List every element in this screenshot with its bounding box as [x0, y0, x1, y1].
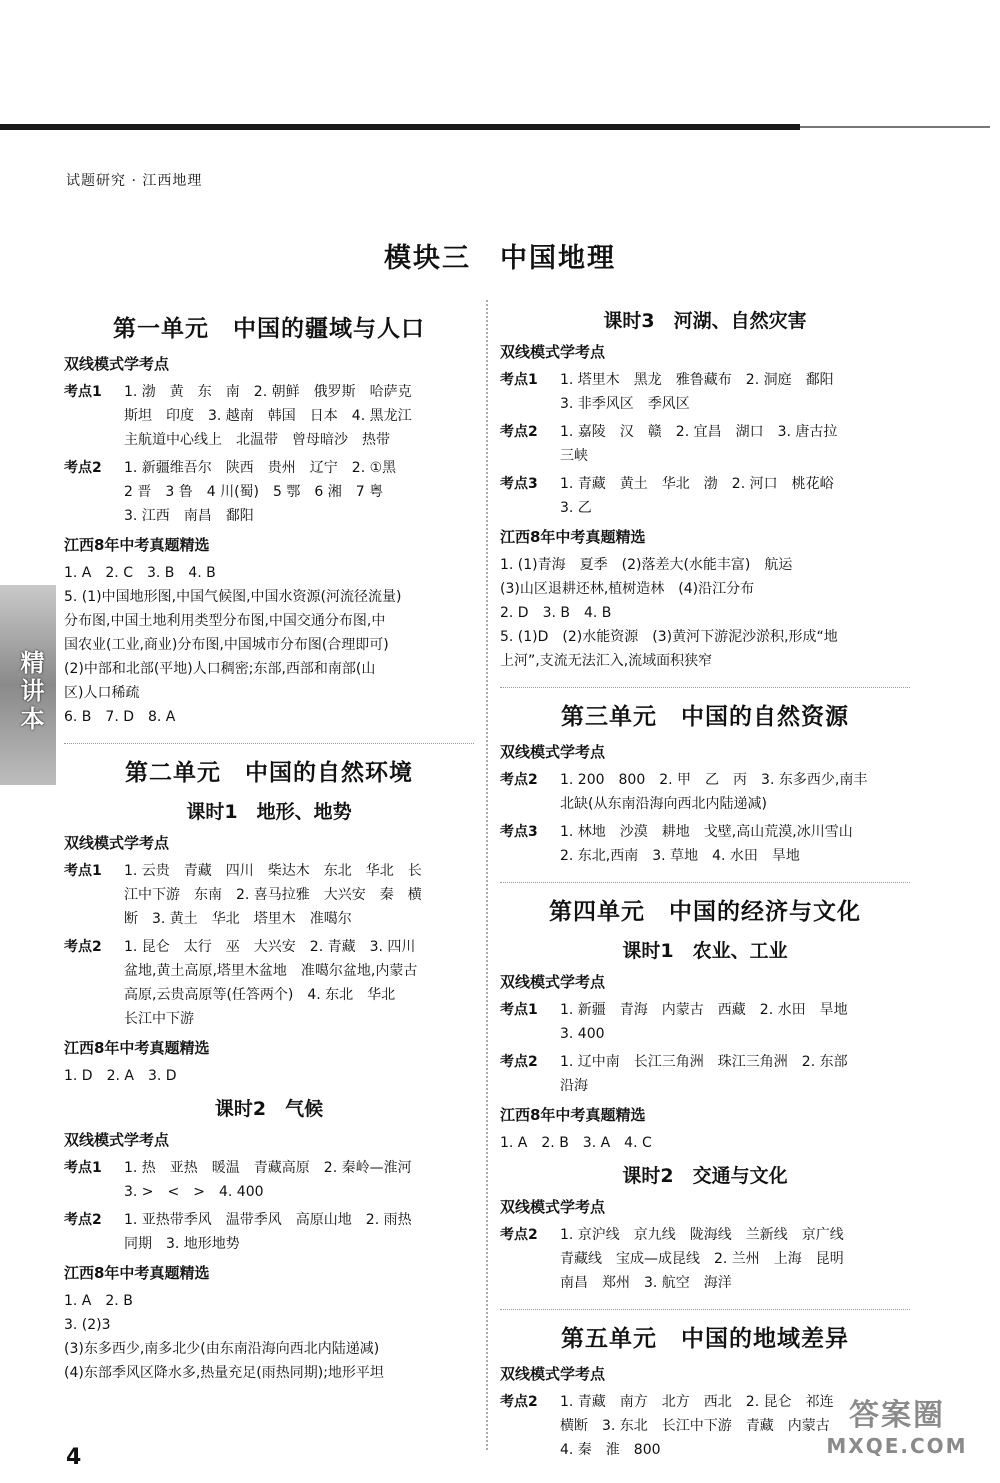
running-header: 试题研究 · 江西地理	[66, 173, 203, 189]
answer-line: 分布图,中国土地利用类型分布图,中国交通分布图,中	[64, 613, 386, 629]
lesson3-kd2	[500, 420, 910, 468]
answer-line: (2)中部和北部(平地)人口稠密;东部,西部和南部(山	[64, 661, 376, 677]
kd-line: 1. 嘉陵 汉 赣 2. 宜昌 湖口 3. 唐古拉	[560, 424, 838, 440]
unit2-kd1	[64, 859, 474, 931]
kd-line: 1. 林地 沙漠 耕地 戈壁,高山荒漠,冰川雪山	[560, 824, 853, 840]
watermark-en: MXQE.COM	[826, 1434, 968, 1458]
unit4-kd1	[500, 998, 910, 1046]
unit2-sec4: 江西8年中考真题精选	[64, 1264, 210, 1282]
kd-label: 考点2	[500, 772, 538, 788]
left-column	[64, 300, 474, 1389]
unit4-kd2	[500, 1050, 910, 1098]
answer-line: 6. B 7. D 8. A	[64, 709, 176, 725]
kd-label: 考点1	[500, 372, 538, 388]
kd-line: 1. 热 亚热 暖温 青藏高原 2. 秦岭—淮河	[124, 1160, 412, 1176]
page-number: 4	[66, 1445, 82, 1470]
kd-line: 北缺(从东南沿海向西北内陆递减)	[560, 796, 767, 812]
separator	[64, 743, 474, 744]
unit3-title: 第三单元 中国的自然资源	[561, 704, 849, 730]
kd-line: 盆地,黄土高原,塔里木盆地 准噶尔盆地,内蒙古	[124, 963, 418, 979]
kd-label: 考点3	[500, 476, 538, 492]
kd-label: 考点3	[500, 824, 538, 840]
unit4-ans: 1. A 2. B 3. A 4. C	[500, 1135, 652, 1151]
kd-line: 主航道中心线上 北温带 曾母暗沙 热带	[124, 432, 390, 448]
answer-line: (3)山区退耕还林,植树造林 (4)沿江分布	[500, 581, 755, 597]
kd-line: 同期 3. 地形地势	[124, 1236, 240, 1252]
unit4-title: 第四单元 中国的经济与文化	[549, 899, 861, 925]
unit1-kd2	[64, 456, 474, 528]
kd-line: 高原,云贵高原等(任答两个) 4. 东北 华北	[124, 987, 396, 1003]
kd-line: 3. 400	[560, 1026, 605, 1042]
separator	[500, 1309, 910, 1310]
lesson3-kd3	[500, 472, 910, 520]
kd-line: 2. 东北,西南 3. 草地 4. 水田 旱地	[560, 848, 800, 864]
kd-line: 斯坦 印度 3. 越南 韩国 日本 4. 黑龙江	[124, 408, 412, 424]
kd-line: 3. 非季风区 季风区	[560, 396, 690, 412]
unit3-kd2	[500, 820, 910, 868]
kd-line: 1. 青藏 黄土 华北 渤 2. 河口 桃花峪	[560, 476, 834, 492]
kd-label: 考点2	[64, 939, 102, 955]
unit3-kd1	[500, 768, 910, 816]
answer-line: 区)人口稀疏	[64, 685, 140, 701]
unit1-sec1: 双线模式学考点	[64, 355, 170, 373]
top-rule	[0, 124, 800, 130]
unit2-title: 第二单元 中国的自然环境	[125, 760, 413, 786]
unit4-lesson1: 课时1 农业、工业	[622, 940, 788, 962]
right-column	[500, 300, 910, 1466]
kd-line: 断 3. 黄土 华北 塔里木 准噶尔	[124, 911, 352, 927]
kd-line: 三峡	[560, 448, 588, 464]
kd-label: 考点2	[64, 460, 102, 476]
watermark-cn: 答案圈	[849, 1398, 945, 1433]
watermark-logo	[812, 1390, 982, 1470]
kd-line: 2 晋 3 鲁 4 川(蜀) 5 鄂 6 湘 7 粤	[124, 484, 384, 500]
answer-line: 5. (1)中国地形图,中国气候图,中国水资源(河流径流量)	[64, 589, 402, 605]
kd-line: 1. 塔里木 黑龙 雅鲁藏布 2. 洞庭 鄱阳	[560, 372, 834, 388]
unit5-sec1: 双线模式学考点	[500, 1365, 606, 1383]
side-tab	[0, 585, 56, 785]
lesson3-title: 课时3 河湖、自然灾害	[603, 310, 807, 332]
kd-line: 江中下游 东南 2. 喜马拉雅 大兴安 秦 横	[124, 887, 422, 903]
kd-line: 1. 辽中南 长江三角洲 珠江三角洲 2. 东部	[560, 1054, 848, 1070]
unit4-kd3	[500, 1223, 910, 1295]
answer-line: 3. (2)3	[64, 1317, 111, 1333]
column-divider	[486, 300, 488, 1450]
kd-line: 1. 新疆维吾尔 陕西 贵州 辽宁 2. ①黑	[124, 460, 397, 476]
unit2-sec3: 双线模式学考点	[64, 1131, 170, 1149]
kd-label: 考点2	[500, 1394, 538, 1410]
module-title: 模块三 中国地理	[384, 243, 616, 274]
kd-line: 3. > < > 4. 400	[124, 1184, 264, 1200]
separator	[500, 687, 910, 688]
unit1-title: 第一单元 中国的疆域与人口	[113, 316, 425, 342]
kd-line: 长江中下游	[124, 1011, 194, 1027]
unit1-sec2: 江西8年中考真题精选	[64, 536, 210, 554]
answer-line: 1. A 2. B	[64, 1293, 133, 1309]
answer-line: 上河”,支流无法汇入,流域面积狭窄	[500, 653, 713, 669]
kd-label: 考点1	[64, 1160, 102, 1176]
unit1-answers	[64, 561, 474, 729]
kd-line: 1. 新疆 青海 内蒙古 西藏 2. 水田 旱地	[560, 1002, 848, 1018]
kd-line: 1. 青藏 南方 北方 西北 2. 昆仑 祁连	[560, 1394, 834, 1410]
kd-line: 1. 渤 黄 东 南 2. 朝鲜 俄罗斯 哈萨克	[124, 384, 412, 400]
unit4-lesson2: 课时2 交通与文化	[622, 1165, 788, 1187]
kd-label: 考点2	[500, 1227, 538, 1243]
unit3-sec1: 双线模式学考点	[500, 743, 606, 761]
lesson3-sec1: 双线模式学考点	[500, 343, 606, 361]
unit2-sec2: 江西8年中考真题精选	[64, 1039, 210, 1057]
unit1-kd1	[64, 380, 474, 452]
kd-label: 考点1	[64, 384, 102, 400]
kd-line: 4. 秦 淮 800	[560, 1442, 661, 1458]
kd-line: 1. 云贵 青藏 四川 柴达木 东北 华北 长	[124, 863, 422, 879]
lesson3-answers	[500, 553, 910, 673]
kd-label: 考点2	[500, 1054, 538, 1070]
kd-line: 1. 亚热带季风 温带季风 高原山地 2. 雨热	[124, 1212, 412, 1228]
answer-line: 1. (1)青海 夏季 (2)落差大(水能丰富) 航运	[500, 557, 793, 573]
answer-line: 1. A 2. C 3. B 4. B	[64, 565, 216, 581]
unit5-title: 第五单元 中国的地域差异	[561, 1326, 849, 1352]
kd-line: 3. 乙	[560, 500, 592, 516]
answer-line: 2. D 3. B 4. B	[500, 605, 612, 621]
unit2-lesson1: 课时1 地形、地势	[186, 801, 352, 823]
answer-line: (4)东部季风区降水多,热量充足(雨热同期);地形平坦	[64, 1365, 384, 1381]
kd-line: 1. 昆仑 太行 巫 大兴安 2. 青藏 3. 四川	[124, 939, 416, 955]
unit2-ans2	[64, 1289, 474, 1385]
kd-label: 考点1	[64, 863, 102, 879]
unit2-kd4	[64, 1208, 474, 1256]
unit2-sec1: 双线模式学考点	[64, 834, 170, 852]
kd-line: 1. 京沪线 京九线 陇海线 兰新线 京广线	[560, 1227, 844, 1243]
kd-label: 考点1	[500, 1002, 538, 1018]
unit2-kd3	[64, 1156, 474, 1204]
unit2-lesson2: 课时2 气候	[214, 1098, 324, 1120]
kd-label: 考点2	[500, 424, 538, 440]
kd-label: 考点2	[64, 1212, 102, 1228]
top-rule-thin	[800, 126, 990, 128]
kd-line: 南昌 郑州 3. 航空 海洋	[560, 1275, 732, 1291]
kd-line: 沿海	[560, 1078, 588, 1094]
unit2-kd2	[64, 935, 474, 1031]
answer-line: (3)东多西少,南多北少(由东南沿海向西北内陆递减)	[64, 1341, 380, 1357]
kd-line: 1. 200 800 2. 甲 乙 丙 3. 东多西少,南丰	[560, 772, 868, 788]
lesson3-sec2: 江西8年中考真题精选	[500, 528, 646, 546]
unit2-ans1: 1. D 2. A 3. D	[64, 1068, 177, 1084]
side-tab-label: 精讲本	[16, 650, 44, 734]
separator	[500, 882, 910, 883]
kd-line: 3. 江西 南昌 鄱阳	[124, 508, 254, 524]
unit4-sec3: 双线模式学考点	[500, 1198, 606, 1216]
unit4-sec2: 江西8年中考真题精选	[500, 1106, 646, 1124]
kd-line: 横断 3. 东北 长江中下游 青藏 内蒙古	[560, 1418, 830, 1434]
kd-line: 青藏线 宝成—成昆线 2. 兰州 上海 昆明	[560, 1251, 844, 1267]
answer-line: 5. (1)D (2)水能资源 (3)黄河下游泥沙淤积,形成“地	[500, 629, 838, 645]
unit4-sec1: 双线模式学考点	[500, 973, 606, 991]
answer-line: 国农业(工业,商业)分布图,中国城市分布图(合理即可)	[64, 637, 389, 653]
lesson3-kd1	[500, 368, 910, 416]
